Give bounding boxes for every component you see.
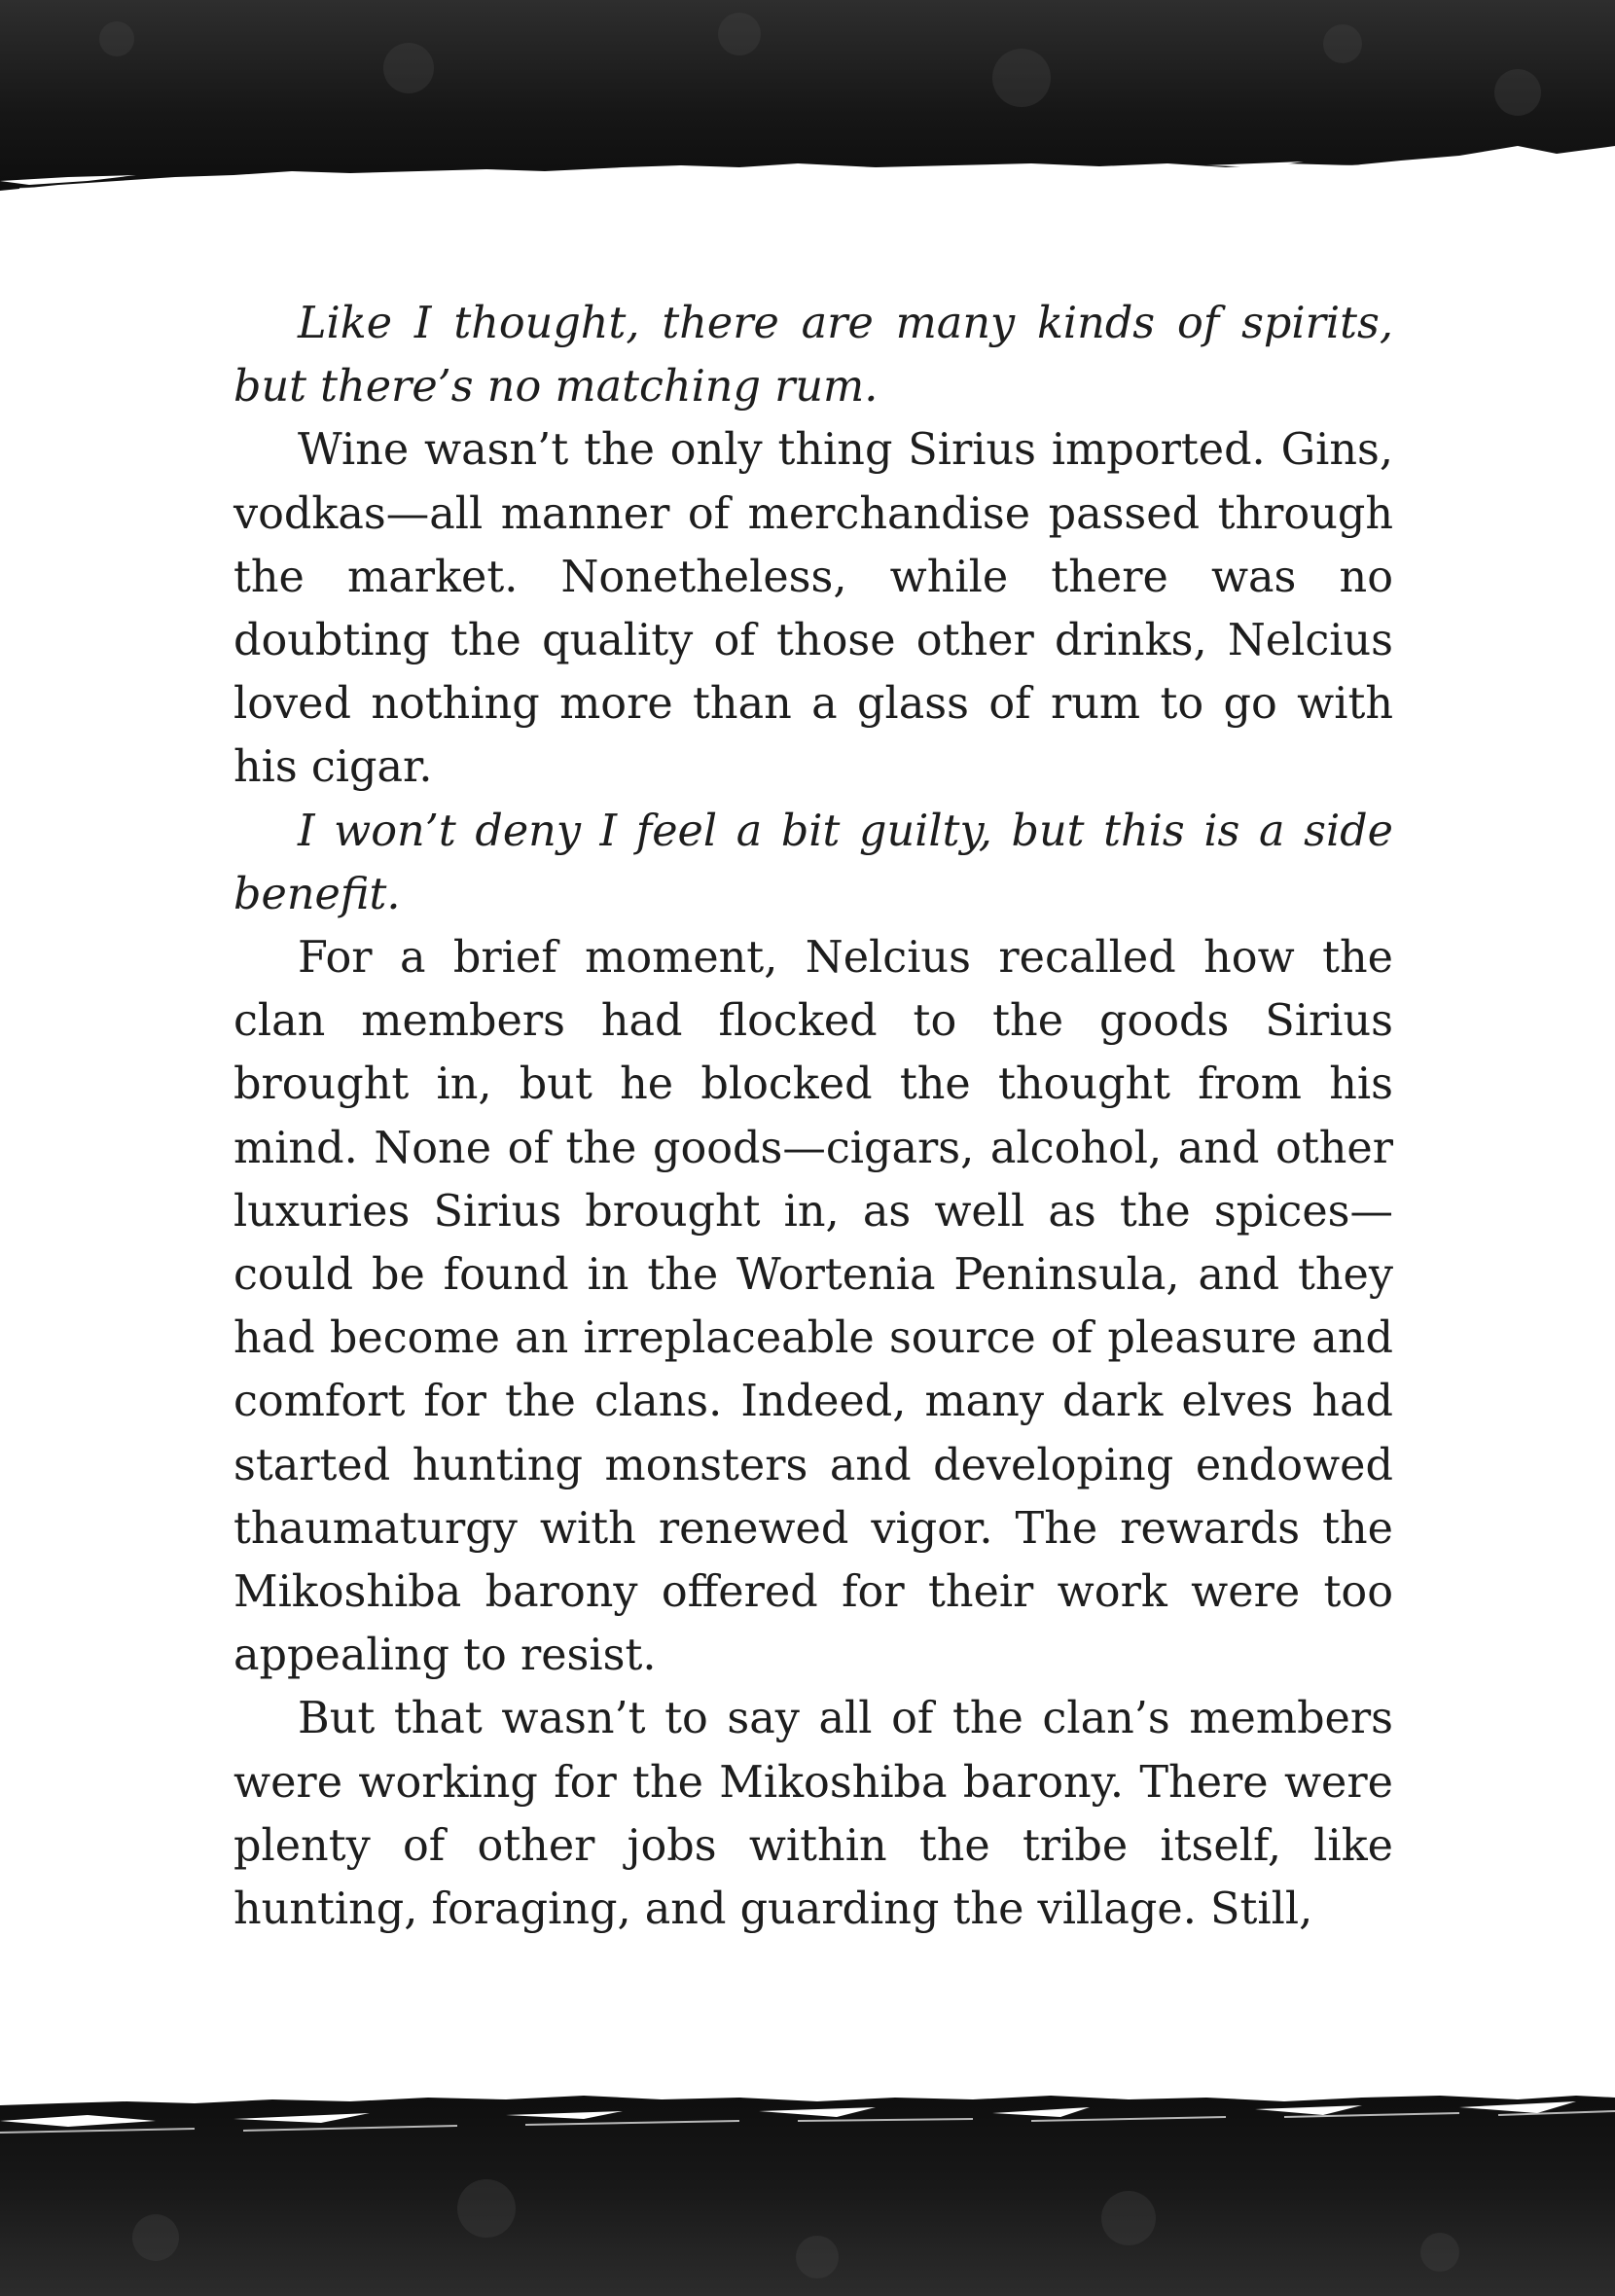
body-text <box>233 292 1393 1941</box>
paragraph-5: But that wasn’t to say all of the clan’s members were working for the Mikoshiba barony. There were plenty of other jobs within the tribe itself, like hunting, foraging, and guarding the village. Still, <box>233 1694 1393 1935</box>
paragraph-4: For a brief moment, Nelcius recalled how the clan members had flocked to the goods Sirius brought in, but he blocked the thought from his mind. None of the goods—cigars, alcohol, and other luxuries Sirius brought in, as well as the spices—could be found in the Wortenia Peninsula, and they had become an irreplaceable source of pleasure and comfort for the clans. Indeed, many dark elves had started hunting monsters and developing endowed thaumaturgy with renewed vigor. The rewards the Mikoshiba barony offered for their work were too appealing to resist. <box>233 933 1393 1681</box>
paragraph-2: Wine wasn’t the only thing Sirius imported. Gins, vodkas—all manner of merchandise passed through the market. Nonetheless, while there was no doubting the quality of those other drinks, Nelcius loved nothing more than a glass of rum to go with his cigar. <box>233 425 1393 793</box>
bottom-brush-graphic <box>0 2092 1615 2296</box>
top-brush-border <box>0 0 1615 204</box>
paragraph-3-thought: I won’t deny I feel a bit guilty, but this is a side benefit. <box>233 806 1393 919</box>
bottom-brush-border <box>0 2092 1615 2296</box>
paragraph-1-thought: Like I thought, there are many kinds of spirits, but there’s no matching rum. <box>233 299 1393 413</box>
top-brush-graphic <box>0 0 1615 204</box>
